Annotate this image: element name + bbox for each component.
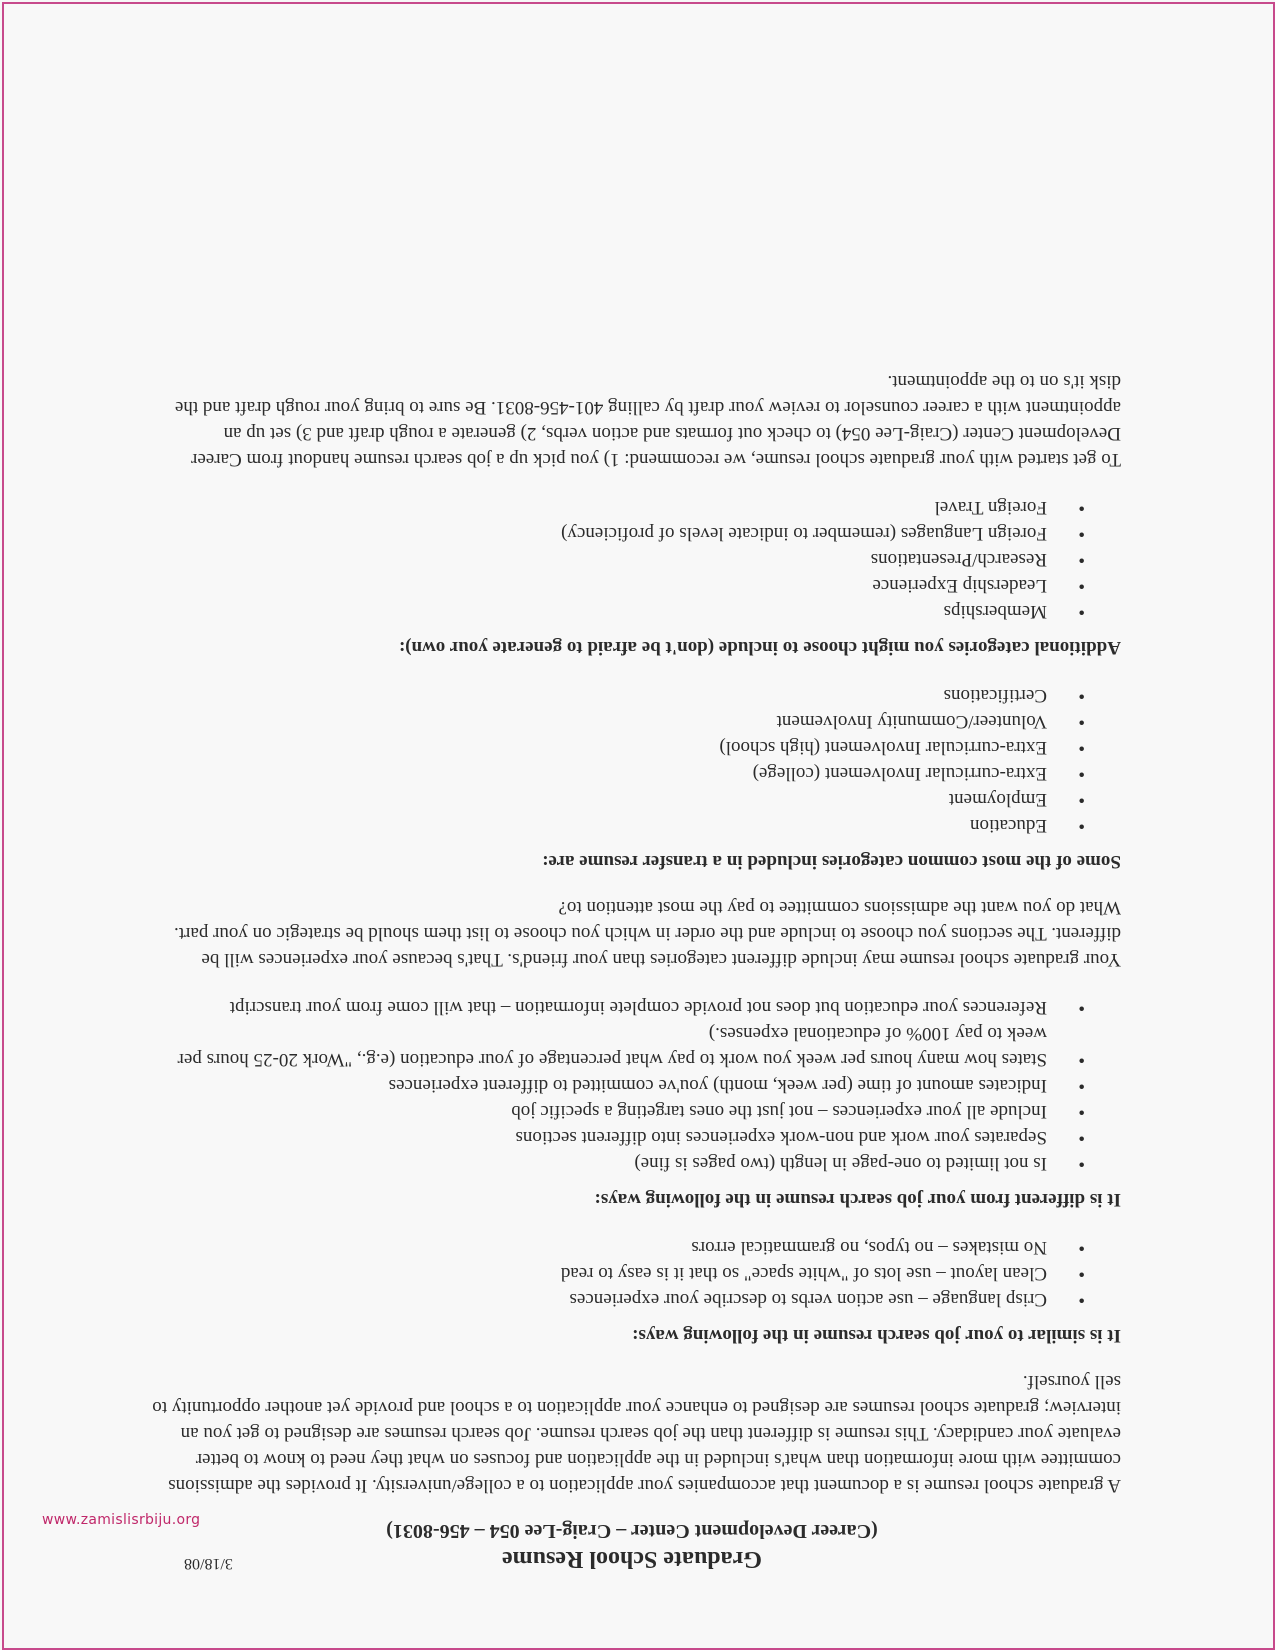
list-item: • Research/Presentations [143,546,1121,572]
list-item: • Separates your work and non-work experiences into different sections [143,1124,1121,1150]
different-heading: It is different from your job search resume in the following ways: [594,1189,1121,1210]
bullet-icon: • [1078,763,1085,784]
common-categories-heading: Some of the most common categories included in a transfer resume are: [542,851,1121,872]
bullet-icon: • [1078,575,1085,596]
bullet-icon: • [1078,497,1085,518]
bullet-icon: • [1078,815,1085,836]
bullet-icon: • [1078,1237,1085,1258]
scanned-page-rotated [4,4,1273,1648]
bullet-icon: • [1078,601,1085,622]
scan-frame [2,2,1275,1650]
list-item: • References your education but does not provide complete information – that will come from your transcript [143,994,1121,1020]
intro-paragraph: A graduate school resume is a document that accompanies your application to a college/university. It provides the admissions committee with more information than what's included in the application and focuses on what they need to know to better evaluate your candidacy. This resume is different than the job search resume. Job search resumes are designed to get you an interview; graduate school resumes are designed to enhance your application to a school and provide yet another opportunity to sell yourself. [152,1371,1121,1496]
similar-heading: It is similar to your job search resume in the following ways: [632,1325,1121,1346]
bullet-icon: • [1078,549,1085,570]
list-item: • Certifications [143,682,1121,708]
list-item: • Clean layout – use lots of "white space" so that it is easy to read [143,1260,1121,1286]
closing-paragraph: To get started with your graduate school resume, we recommend: 1) you pick up a job search resume handout from Career Development Center (Craig-Lee 054) to check out formats and action verbs, 2) generate a rough draft and 3) set up an appointment with a career counselor to review your draft by calling 401-456-8031. Be sure to bring your rough draft and the disk it's on to the appointment. [174,371,1121,470]
list-item: • Crisp language – use action verbs to describe your experiences [143,1286,1121,1312]
watermark-link[interactable]: www.zamislisrbiju.org [42,1512,201,1528]
bullet-icon: • [1078,1101,1085,1122]
list-item: • Foreign Travel [143,494,1121,520]
bullet-icon: • [1078,997,1085,1018]
list-item: • Extra-curricular Involvement (high school) [143,734,1121,760]
document-date: 3/18/08 [184,1555,233,1572]
document-body [143,348,1121,1574]
list-item: • Volunteer/Community Involvement [143,708,1121,734]
bullet-icon: • [1078,685,1085,706]
bullet-icon: • [1078,1263,1085,1284]
list-item: • Employment [143,786,1121,812]
additional-categories-heading: Additional categories you might choose to include (don't be afraid to generate your own): [398,637,1121,658]
bullet-icon: • [1078,1049,1085,1070]
bullet-icon: • [1078,1127,1085,1148]
list-item: • Foreign Languages (remember to indicate levels of proficiency) [143,520,1121,546]
bullet-icon: • [1078,737,1085,758]
different-list [143,994,1121,1176]
list-item: • States how many hours per week you work to pay what percentage of your education (e.g., "Work 20-25 hours per week to pay 100% of educational expenses.) [177,1023,1085,1070]
similar-list [143,1234,1121,1312]
list-item: • Extra-curricular Involvement (college) [143,760,1121,786]
bullet-icon: • [1078,1289,1085,1310]
categories-paragraph: Your graduate school resume may include different categories than your friend's. That's because your experiences will be different. The sections you choose to include and the order in which you choose to list them should be strategic on your part. What do you want the admissions committee to pay the most attention to? [174,897,1121,970]
bullet-icon: • [1078,1153,1085,1174]
document-subtitle: (Career Development Center – Craig-Lee 054 – 456-8031) [386,1520,878,1542]
additional-categories-list [143,494,1121,624]
list-item: • Include all your experiences – not just the ones targeting a specific job [143,1098,1121,1124]
common-categories-list [143,682,1121,838]
document-title: Graduate School Resume [502,1546,762,1572]
list-item: • No mistakes – no typos, no grammatical errors [143,1234,1121,1260]
bullet-icon: • [1078,711,1085,732]
list-item: • Memberships [143,598,1121,624]
bullet-icon: • [1078,789,1085,810]
bullet-icon: • [1078,1075,1085,1096]
bullet-icon: • [1078,523,1085,544]
list-item: • Is not limited to one-page in length (two pages is fine) [143,1150,1121,1176]
list-item: • Leadership Experience [143,572,1121,598]
list-item: • Indicates amount of time (per week, month) you've committed to different experiences [143,1072,1121,1098]
list-item: • Education [143,812,1121,838]
